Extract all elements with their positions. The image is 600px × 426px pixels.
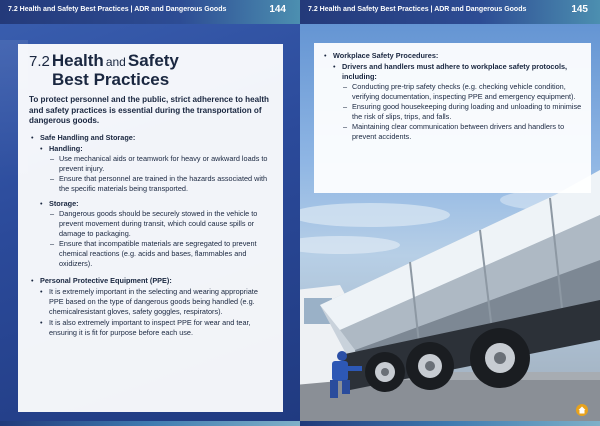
page-number: 144 xyxy=(269,4,286,15)
list-item: – Use mechanical aids or teamwork for heavy or awkward loads to prevent injury. xyxy=(50,153,268,173)
section-title: Personal Protective Equipment (PPE): xyxy=(40,275,172,285)
bullet-icon: • xyxy=(324,51,327,60)
page-number: 145 xyxy=(571,4,588,15)
bullet-icon: • xyxy=(40,143,43,153)
list-item: – Ensure that personnel are trained in the hazards associated with the specific materials being transported. xyxy=(50,173,268,193)
title-word-and: and xyxy=(105,55,126,69)
list-item: – Conducting pre-trip safety checks (e.g. checking vehicle condition, verifying documentation, inspecting PPE and emergency equipment). xyxy=(343,82,576,101)
bottom-strip xyxy=(300,421,600,426)
bullet-icon: • xyxy=(31,132,34,142)
subsection-handling xyxy=(40,144,273,194)
section-title: Workplace Safety Procedures: xyxy=(333,51,439,60)
left-header-bar xyxy=(0,0,300,24)
intro-paragraph: To protect personnel and the public, strict adherence to health and safety practices is essential during the transportation of dangerous goods. xyxy=(29,95,269,126)
section-workplace-safety xyxy=(322,51,583,142)
right-page xyxy=(300,0,600,426)
bullet-icon: • xyxy=(31,275,34,285)
subsection-title: Handling: xyxy=(49,143,83,153)
bullet-icon: • xyxy=(40,286,43,296)
home-icon[interactable] xyxy=(576,404,588,416)
section-title: Safe Handling and Storage: xyxy=(40,132,136,142)
subsection-storage xyxy=(40,199,273,269)
bottom-strip xyxy=(0,421,300,426)
list-item: – Dangerous goods should be securely stowed in the vehicle to prevent movement during transit, which could cause spills or damage to packaging. xyxy=(50,208,258,238)
section-safe-handling xyxy=(29,133,273,269)
title-line-2: Best Practices xyxy=(52,70,170,89)
bullet-icon: • xyxy=(333,62,336,71)
list-item: – Ensuring good housekeeping during loading and unloading to minimise the risk of slips, trips, and falls. xyxy=(343,102,582,121)
page-title xyxy=(29,52,273,88)
list-item: • It is extremely important in the selecting and wearing appropriate PPE based on the type of dangerous goods being handled (e.g. chemicalresistant gloves, safety goggles, respirators). xyxy=(40,286,258,316)
running-header: 7.2 Health and Safety Best Practices | ADR and Dangerous Goods xyxy=(8,6,227,13)
list-item: – Maintaining clear communication between drivers and handlers to prevent accidents. xyxy=(343,122,565,141)
title-word-health: Health xyxy=(51,51,104,70)
bullet-icon: • xyxy=(40,198,43,208)
content-card xyxy=(314,43,591,193)
list-item: – Ensure that incompatible materials are segregated to prevent chemical reactions (e.g. acids and bases, flammables and oxidizers). xyxy=(50,238,257,268)
subsection-title: Drivers and handlers must adhere to workplace safety protocols, including: xyxy=(342,62,568,81)
bullet-icon: • xyxy=(40,317,43,327)
running-header: 7.2 Health and Safety Best Practices | ADR and Dangerous Goods xyxy=(308,6,527,13)
list-item: • It is also extremely important to inspect PPE for wear and tear, ensuring it is fit for purpose before each use. xyxy=(40,317,251,337)
right-header-bar xyxy=(300,0,600,24)
subsection-drivers xyxy=(333,62,583,142)
section-number: 7.2 xyxy=(29,53,50,70)
content-card xyxy=(18,44,283,412)
title-word-safety: Safety xyxy=(127,51,179,70)
subsection-title: Storage: xyxy=(49,198,79,208)
section-ppe xyxy=(29,276,273,338)
